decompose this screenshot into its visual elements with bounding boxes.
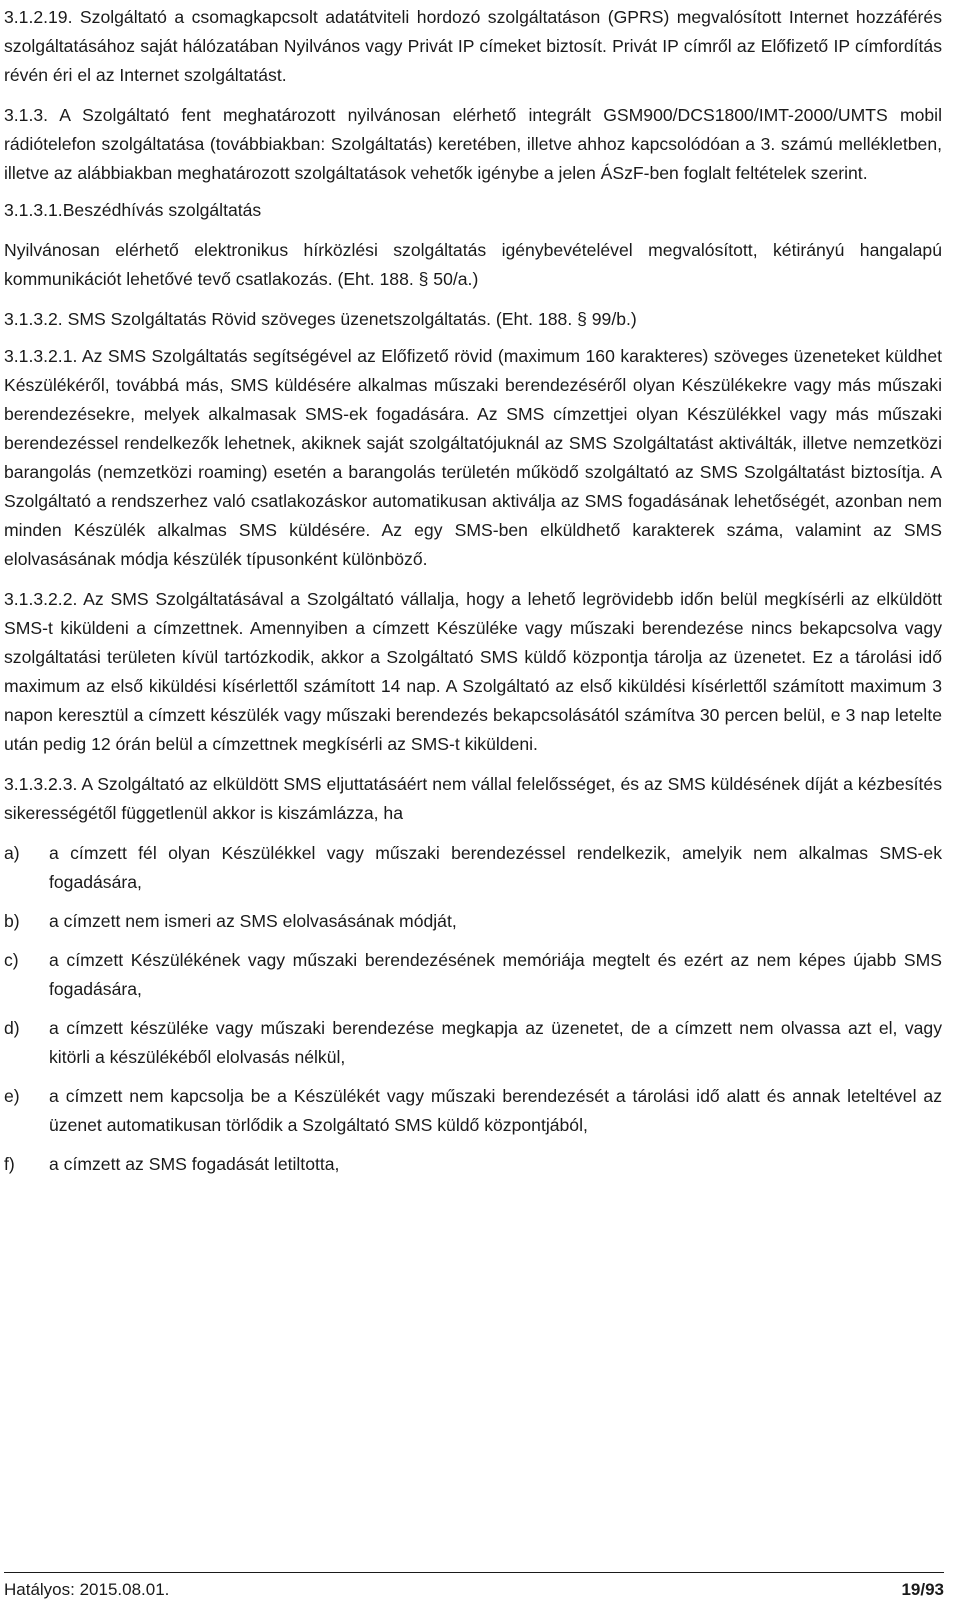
heading-3-1-3-1: 3.1.3.1.Beszédhívás szolgáltatás [4,200,262,220]
paragraph-3-1-3-2-2: 3.1.3.2.2. Az SMS Szolgáltatásával a Szolgáltató vállalja, hogy a lehető legrövidebb időn belül megkísérli az elküldött SMS-t kiküldeni a címzettnek. Amennyiben a címzett Készüléke vagy műszaki berendezése nincs bekapcsolva vagy szolgáltatási területen kívül tartózkodik, akkor a Szolgáltató SMS küldő központja tárolja az üzenetet. Ez a tárolási idő maximum az első kiküldési kísérlettől számított 14 nap. A Szolgáltató az első kiküldési kísérlettől számított maximum 3 napon keresztül a címzett készülék vagy műszaki berendezés bekapcsolásától számítva 30 percen belül, e 3 nap letelte után pedig 12 órán belül a címzettnek megkísérli az SMS-t kiküldeni. [4,589,942,754]
page-number: 19/93 [901,1580,944,1599]
list-item-text: a címzett nem kapcsolja be a Készülékét vagy műszaki berendezését a tárolási idő alatt és annak leteltével az üzenet automatikusan törlődik a Szolgáltató SMS küldő központjából, [49,1086,942,1135]
list-item-text: a címzett az SMS fogadását letiltotta, [49,1154,340,1174]
page-content [4,3,942,1179]
list-item [4,1014,942,1072]
heading-3-1-3-2: 3.1.3.2. SMS Szolgáltatás Rövid szöveges üzenetszolgáltatás. (Eht. 188. § 99/b.) [4,309,637,329]
list-marker: a) [4,843,20,863]
conditions-list [4,839,942,1179]
list-item-text: a címzett Készülékének vagy műszaki berendezésének memóriája megtelt és ezért az nem képes újabb SMS fogadására, [49,950,942,999]
paragraph-3-1-3: 3.1.3. A Szolgáltató fent meghatározott nyilvánosan elérhető integrált GSM900/DCS1800/IMT-2000/UMTS mobil rádiótelefon szolgáltatása (továbbiakban: Szolgáltatás) keretében, illetve ahhoz kapcsolódóan a 3. számú mellékletben, illetve az alábbiakban meghatározott szolgáltatások vehetők igénybe a jelen ÁSzF-ben foglalt feltételek szerint. [4,105,942,183]
list-item-text: a címzett készüléke vagy műszaki berendezése megkapja az üzenetet, de a címzett nem olvassa azt el, vagy kitörli a készülékéből elolvasás nélkül, [49,1018,942,1067]
list-item [4,1150,942,1179]
list-item [4,839,942,897]
paragraph-voice-call-definition: Nyilvánosan elérhető elektronikus hírközlési szolgáltatás igénybevételével megvalósított, kétirányú hangalapú kommunikációt lehetővé tevő csatlakozás. (Eht. 188. § 50/a.) [4,240,942,289]
list-item [4,1082,942,1140]
list-marker: c) [4,950,19,970]
list-item [4,946,942,1004]
list-marker: d) [4,1018,20,1038]
paragraph-3-1-2-19: 3.1.2.19. Szolgáltató a csomagkapcsolt adatátviteli hordozó szolgáltatáson (GPRS) megvalósított Internet hozzáférés szolgáltatásához saját hálózatában Nyilvános vagy Privát IP címeket biztosít. Privát IP címről az Előfizető IP címfordítás révén éri el az Internet szolgáltatást. [4,7,942,85]
list-marker: e) [4,1086,20,1106]
paragraph-3-1-3-2-3: 3.1.3.2.3. A Szolgáltató az elküldött SMS eljuttatásáért nem vállal felelősséget, és az SMS küldésének díját a kézbesítés sikerességétől függetlenül akkor is kiszámlázza, ha [4,774,942,823]
list-marker: b) [4,911,20,931]
list-item [4,907,942,936]
effective-date: Hatályos: 2015.08.01. [4,1580,170,1599]
list-item-text: a címzett nem ismeri az SMS elolvasásának módját, [49,911,457,931]
page-footer [4,1572,944,1601]
list-marker: f) [4,1154,15,1174]
list-item-text: a címzett fél olyan Készülékkel vagy műszaki berendezéssel rendelkezik, amelyik nem alkalmas SMS-ek fogadására, [49,843,942,892]
paragraph-3-1-3-2-1: 3.1.3.2.1. Az SMS Szolgáltatás segítségével az Előfizető rövid (maximum 160 karakteres) szöveges üzeneteket küldhet Készülékéről, továbbá más, SMS küldésére alkalmas műszaki berendezéséről olyan Készülékekre vagy más műszaki berendezésekre, melyek alkalmasak SMS-ek fogadására. Az SMS címzettjei olyan Készülékkel vagy más műszaki berendezéssel rendelkezők lehetnek, akiknek saját szolgáltatójuknál az SMS Szolgáltatást aktiválták, illetve nemzetközi barangolás (nemzetközi roaming) esetén a barangolás területén működő szolgáltató az SMS Szolgáltatást biztosítja. A Szolgáltató a rendszerhez való csatlakozáskor automatikusan aktiválja az SMS fogadásának lehetőségét, azonban nem minden Készülék alkalmas SMS küldésére. Az egy SMS-ben elküldhető karakterek száma, valamint az SMS elolvasásának módja készülék típusonként különböző. [4,346,942,569]
